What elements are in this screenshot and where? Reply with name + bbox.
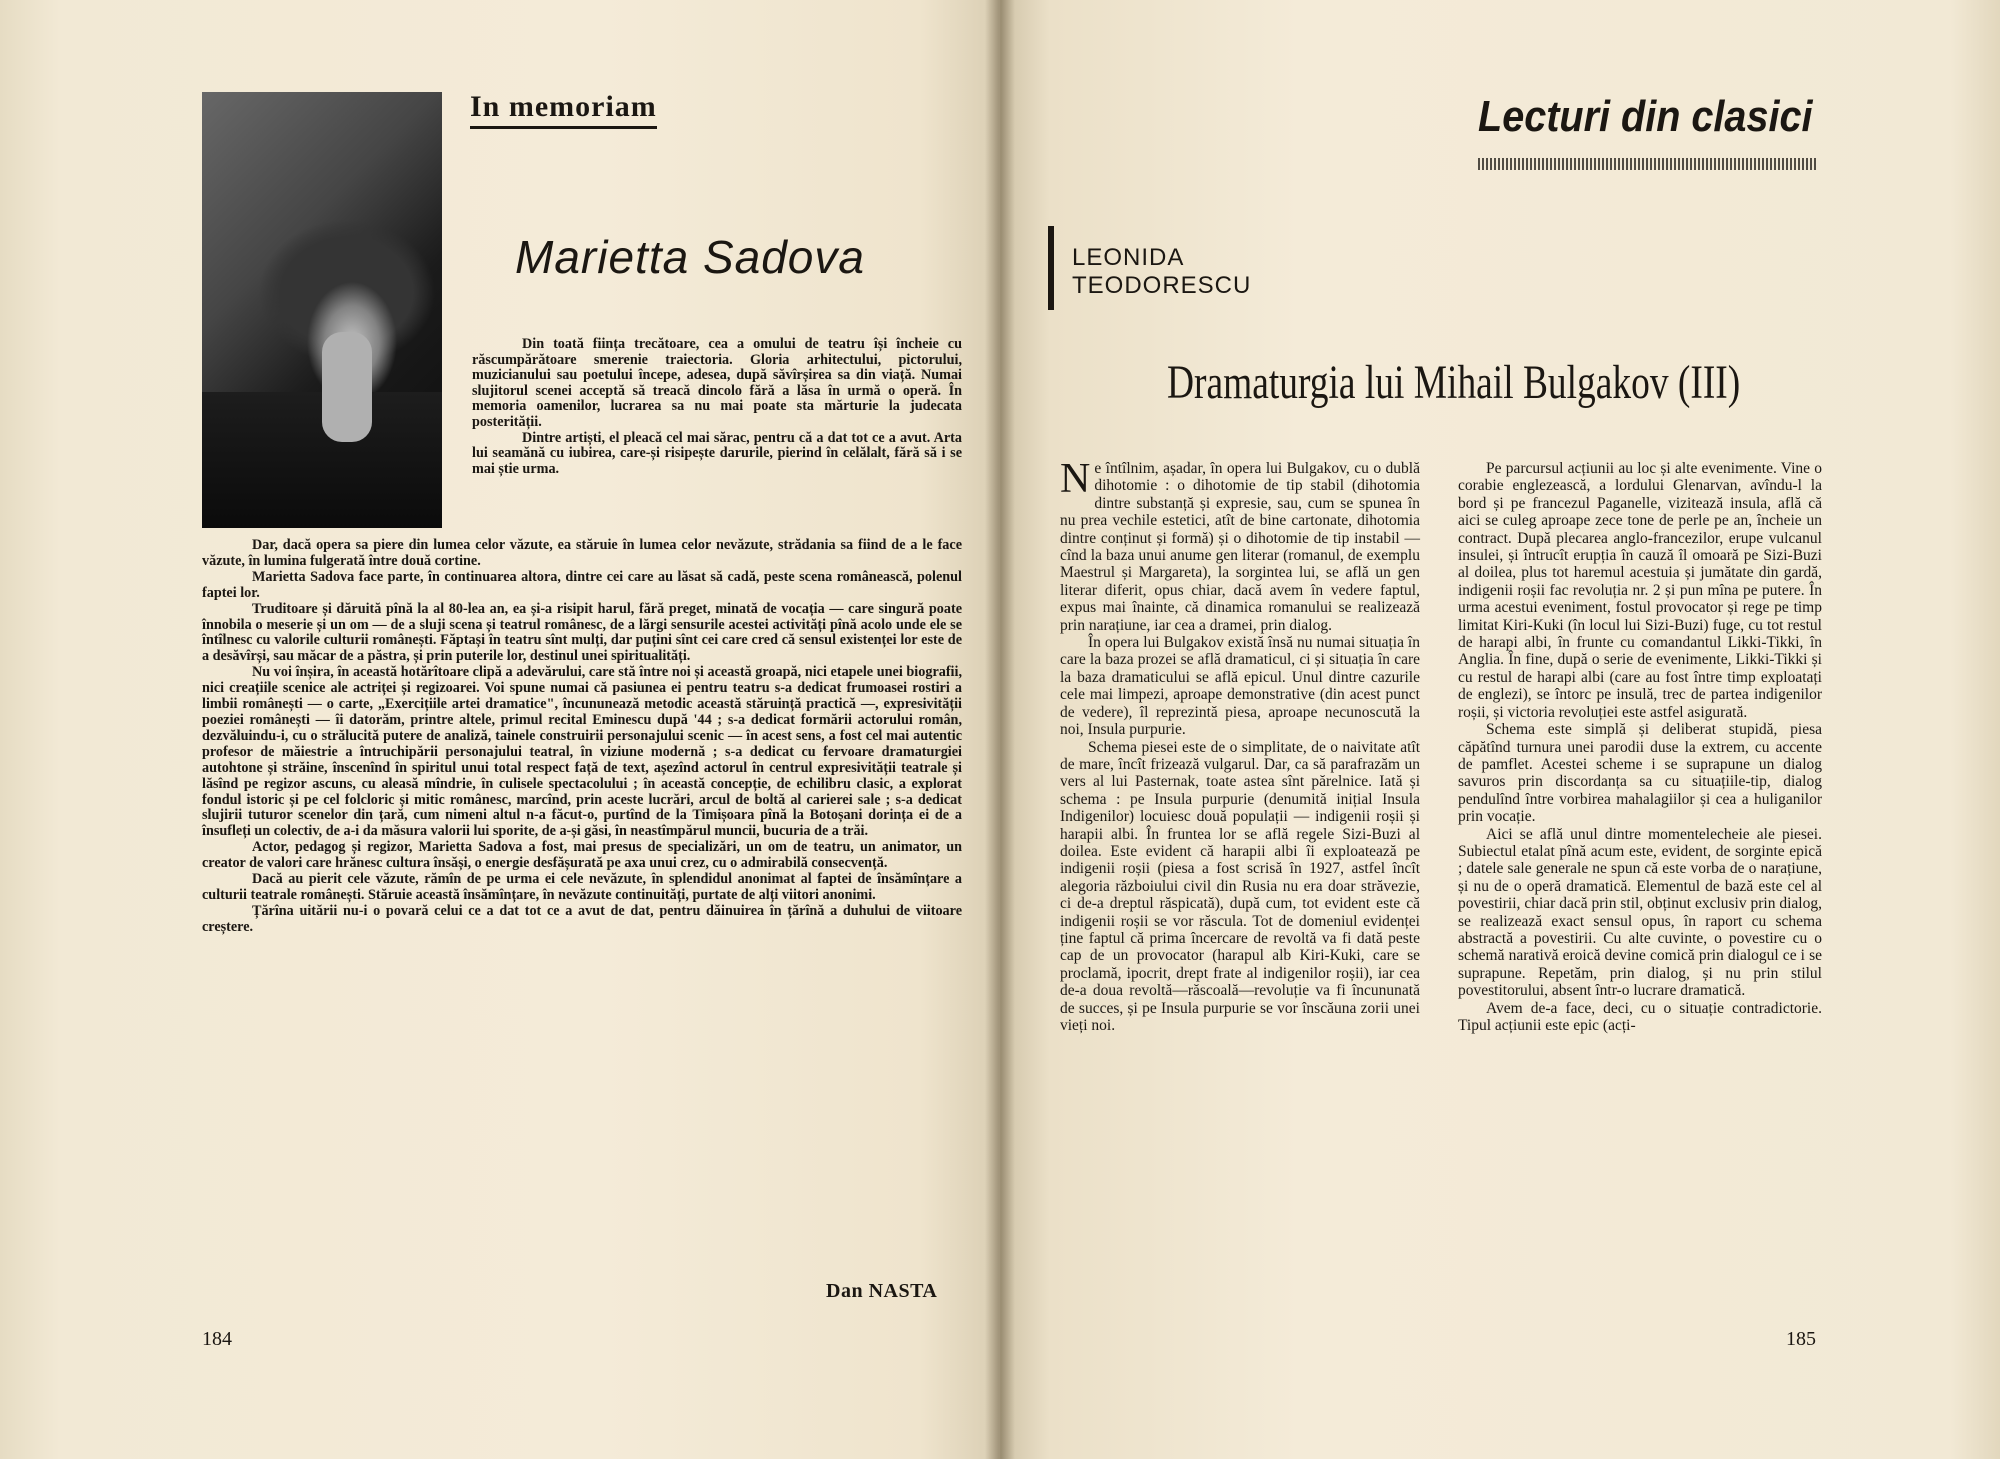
obituary-paragraph: Țărîna uitării nu-i o povară celui ce a dat tot ce a avut de dat, pentru dăinuirea în țărînă a duhului de viitoare creștere. [202,902,962,935]
article-paragraph: Avem de-a face, deci, cu o situație contradictorie. Tipul acțiunii este epic (acți- [1458,999,1822,1034]
article-paragraph: Schema piesei este de o simplitate, de o naivitate atît de mare, încît frizează vulgarul. Dar, ca să parafrazăm un vers al lui Pasternak, toate astea sînt părelnice. Iată și schema : pe Insula purpurie (denumită inițial Insula Indigenilor) locuiesc două populații — indigenii roșii și harapii albi. În fruntea lor se află regele Sizi-Buzi al doilea. Este evident că harapii albi îi exploatează pe indigenii roșii (piesa a fost scrisă în 1927, astfel încît alegoria războiului civil din Rusia nu era doar străvezie, ci de-a dreptul răspicată), după cum, tot evident este că indigenii roșii se vor răscula. Tot de domeniul evidenței ține faptul că prima încercare de revoltă va fi dată peste cap de un provocator (harapul alb Kiri-Kuki, care se proclamă, ipocrit, drept frate al indigenilor roșii), iar cea de-a doua revoltă—răscoală—revoluție va fi încununată de succes, și pe Insula purpurie se vor înscăuna zorii unei vieți noi. [1060,738,1420,1034]
article-column-1 [1060,456,1420,1034]
obituary-paragraph: Dacă au pierit cele văzute, rămîn de pe urma ei cele nevăzute, în splendidul anonimat al faptei de însămînțare a culturii teatrale românești. Stăruie această însămînțare, în nevăzute continuități, purtate de alți viitori anonimi. [202,871,962,903]
decorative-dotted-rule [1478,158,1818,170]
article-paragraph: Schema este simplă și deliberat stupidă, piesa căpătînd turnura unei parodii duse la extrem, cu accente de pamflet. Acestei scheme i se suprapune un dialog savuros prin discordanța sa cu situațiile-tip, dialog pendulînd între vorbirea mahalagiilor și cea a huliganilor prin vocație. [1458,721,1822,826]
article-paragraph-text: e întîlnim, așadar, în opera lui Bulgakov, cu o dublă dihotomie : o dihotomie de tip stabil (dihotomia dintre substanță și expresie, sau, cum se spunea în nu prea vechile estetici, atît de bine cartonate, dihotomia dintre conținut și formă) și o dihotomie de tip instabil — cînd la baza unui anume gen literar (romanul, de exemplu Maestrul și Margareta), la sorgintea lui, se află un gen literar diferit, opus chiar, dacă avem în vedere faptul, expus mai înainte, că dinamica romanului se realizează prin narațiune, iar cea a dramei, prin dialog. [1060,460,1420,634]
obituary-paragraph: Truditoare și dăruită pînă la al 80-lea an, ea și-a risipit harul, fără preget, minată de vocația — care singură poate înnobila o meserie și un om — de a sluji scena și teatrul românesc, de a lărgi sensurile acestei activități pînă acolo unde ele se întîlnesc cu valorile culturii românești. Făptași în teatru sînt mulți, dar puțini sînt cei care cred că sensul existenței lor este de a desăvîrși, sau măcar de a păstra, și prin puterile lor, destinul unei spiritualități. [202,600,962,665]
portrait-hand [322,332,372,442]
obituary-title: Marietta Sadova [515,231,865,283]
article-paragraph: Pe parcursul acțiunii au loc și alte evenimente. Vine o corabie englezească, a lordului Glenarvan, avîndu-l la bord și pe francezul Paganelle, vizitează insula, află că aici se culeg aproape zece tone de perle pe an, încheie un contract. După plecarea anglo-francezilor, erupe vulcanul insulei, și întrucît erupția în cauză îl omoară pe Sizi-Buzi al doilea, plus tot haremul acestuia și jumătate din gardă, indigenii roșii fac revoluția nr. 2 și pun mîna pe putere. În urma acestui eveniment, fostul provocator și rege pe timp limitat Kiri-Kuki (în locul lui Sizi-Buzi) fuge, cu tot restul de harapi albi, în frunte cu comandantul Likki-Tikki, în Anglia. În fine, după o serie de evenimente, Likki-Tikki și cu restul de harapi albi (care au fost între timp exploatați de englezi), se întorc pe insulă, trec de partea indigenilor roșii, și victoria revoluției este astfel asigurată. [1458,460,1822,721]
author-accent-bar [1048,226,1054,310]
article-paragraph [1060,456,1420,634]
article-author [1072,244,1251,300]
portrait-photo [202,92,442,528]
obituary-body [202,538,962,936]
book-gutter [985,0,1015,1459]
obituary-paragraph: Dintre artiști, el pleacă cel mai sărac, pentru că a dat tot ce a avut. Arta lui seamănă cu iubirea, care-și risipește darurile, pierind în celălalt, fără să i se mai știe urma. [472,429,962,477]
article-column-2 [1458,460,1822,1034]
section-heading-lecturi: Lecturi din clasici [1478,92,1813,141]
obituary-paragraph: Nu voi înșira, în această hotărîtoare clipă a adevărului, care stă între noi și această groapă, nici etapele unei biografii, nici creațiile scenice ale actriței și regizoarei. Voi spune numai că pasiunea ei pentru teatru s-a dedicat frumoasei rostiri a limbii românești — o carte, „Exercițiile artei dramatice", încununează metodic această stăruință practică —, expresivității poeziei românești — îi datorăm, printre altele, primul recital Eminescu după '44 ; s-a dedicat formării actorului român, dezvăluindu-i, cu o strălucită putere de analiză, tainele construirii personajului scenic — în acest sens, a fost cel mai autentic profesor de măiestrie a întruchipării personajului teatral, în viziune modernă ; s-a dedicat cu fervoare dramaturgiei autohtone și străine, înscenînd în spiritul unui total respect față de text, așezînd actorul în centrul expresivității teatrale și lăsînd pe regizor ascuns, cu aleasă mîndrie, în culisele spectacolului ; în această concepție, de echilibru clasic, a explorat fondul istoric și pe cel folcloric și mitic românesc, marcînd, prin aceste lucrări, arcul de boltă al carierei sale ; s-a dedicat slujirii tuturor scenelor din țară, cum nimeni altul n-a făcut-o, purtînd de la Timișoara pînă la Botoșani dorința ei de a însufleți un colectiv, de a-i da măsura valorii lui sporite, de a-și găsi, în neastîmpărul muncii, bucuria de a trăi. [202,664,962,840]
page-number-right: 185 [1786,1328,1816,1350]
page-number-left: 184 [202,1328,232,1350]
article-paragraph: În opera lui Bulgakov există însă nu numai situația în care la baza prozei se află dramaticul, ci și situația în care la baza dramaticului se află epicul. Unul dintre cazurile cele mai limpezi, aproape demonstrative (din acest punct de vedere), îl reprezintă piesa, aproape necunoscută la noi, Insula purpurie. [1060,634,1420,739]
obituary-paragraph: Din toată ființa trecătoare, cea a omului de teatru își încheie cu răscumpărătoare smerenie traiectoria. Gloria arhitectului, pictorului, muzicianului sau poetului începe, adesea, după săvîrșirea sa din viață. Numai slujitorul scenei acceptă să treacă dincolo fără a lăsa în urmă o operă. În memoria oamenilor, lucrarea sa nu mai poate sta mărturie la judecata posterității. [472,336,962,430]
article-title: Dramaturgia lui Mihail Bulgakov (III) [1167,356,1741,409]
obituary-paragraph: Dar, dacă opera sa piere din lumea celor văzute, ea stăruie în lumea celor nevăzute, strădania sa fiind de a le face văzute, în lumina fulgerată între două cortine. [202,537,962,569]
author-last-name: TEODORESCU [1072,272,1252,299]
drop-cap: N [1060,456,1091,502]
author-first-name: LEONIDA [1072,244,1185,271]
obituary-signature: Dan NASTA [826,1280,938,1302]
section-heading-in-memoriam: In memoriam [470,90,657,129]
obituary-paragraph: Marietta Sadova face parte, în continuarea altora, dintre cei care au lăsat să cadă, peste scena românească, polenul faptei lor. [202,568,962,601]
obituary-intro [472,337,962,477]
obituary-paragraph: Actor, pedagog și regizor, Marietta Sadova a fost, mai presus de specializări, un om de teatru, un animator, un creator de valori care hrănesc cultura însăși, o energie desfășurată pe axa unui crez, cu o admirabilă consecvență. [202,839,962,872]
article-paragraph: Aici se află unul dintre momentelecheie ale piesei. Subiectul etalat pînă acum este, evident, de sorginte epică ; datele sale generale ne spun că este vorba de o narațiune, și nu de o operă dramatică. Elementul de bază este cel al povestirii, chiar dacă prin stil, obținut exclusiv prin dialog, se realizează exact sensul opus, în raport cu schema abstractă a povestirii. Cu alte cuvinte, o povestire cu o schemă narativă eroică devine comică prin dialogul ce i se suprapune. Repetăm, prin dialog, și nu prin stilul povestitorului, absent într-o lucrare dramatică. [1458,825,1822,1000]
